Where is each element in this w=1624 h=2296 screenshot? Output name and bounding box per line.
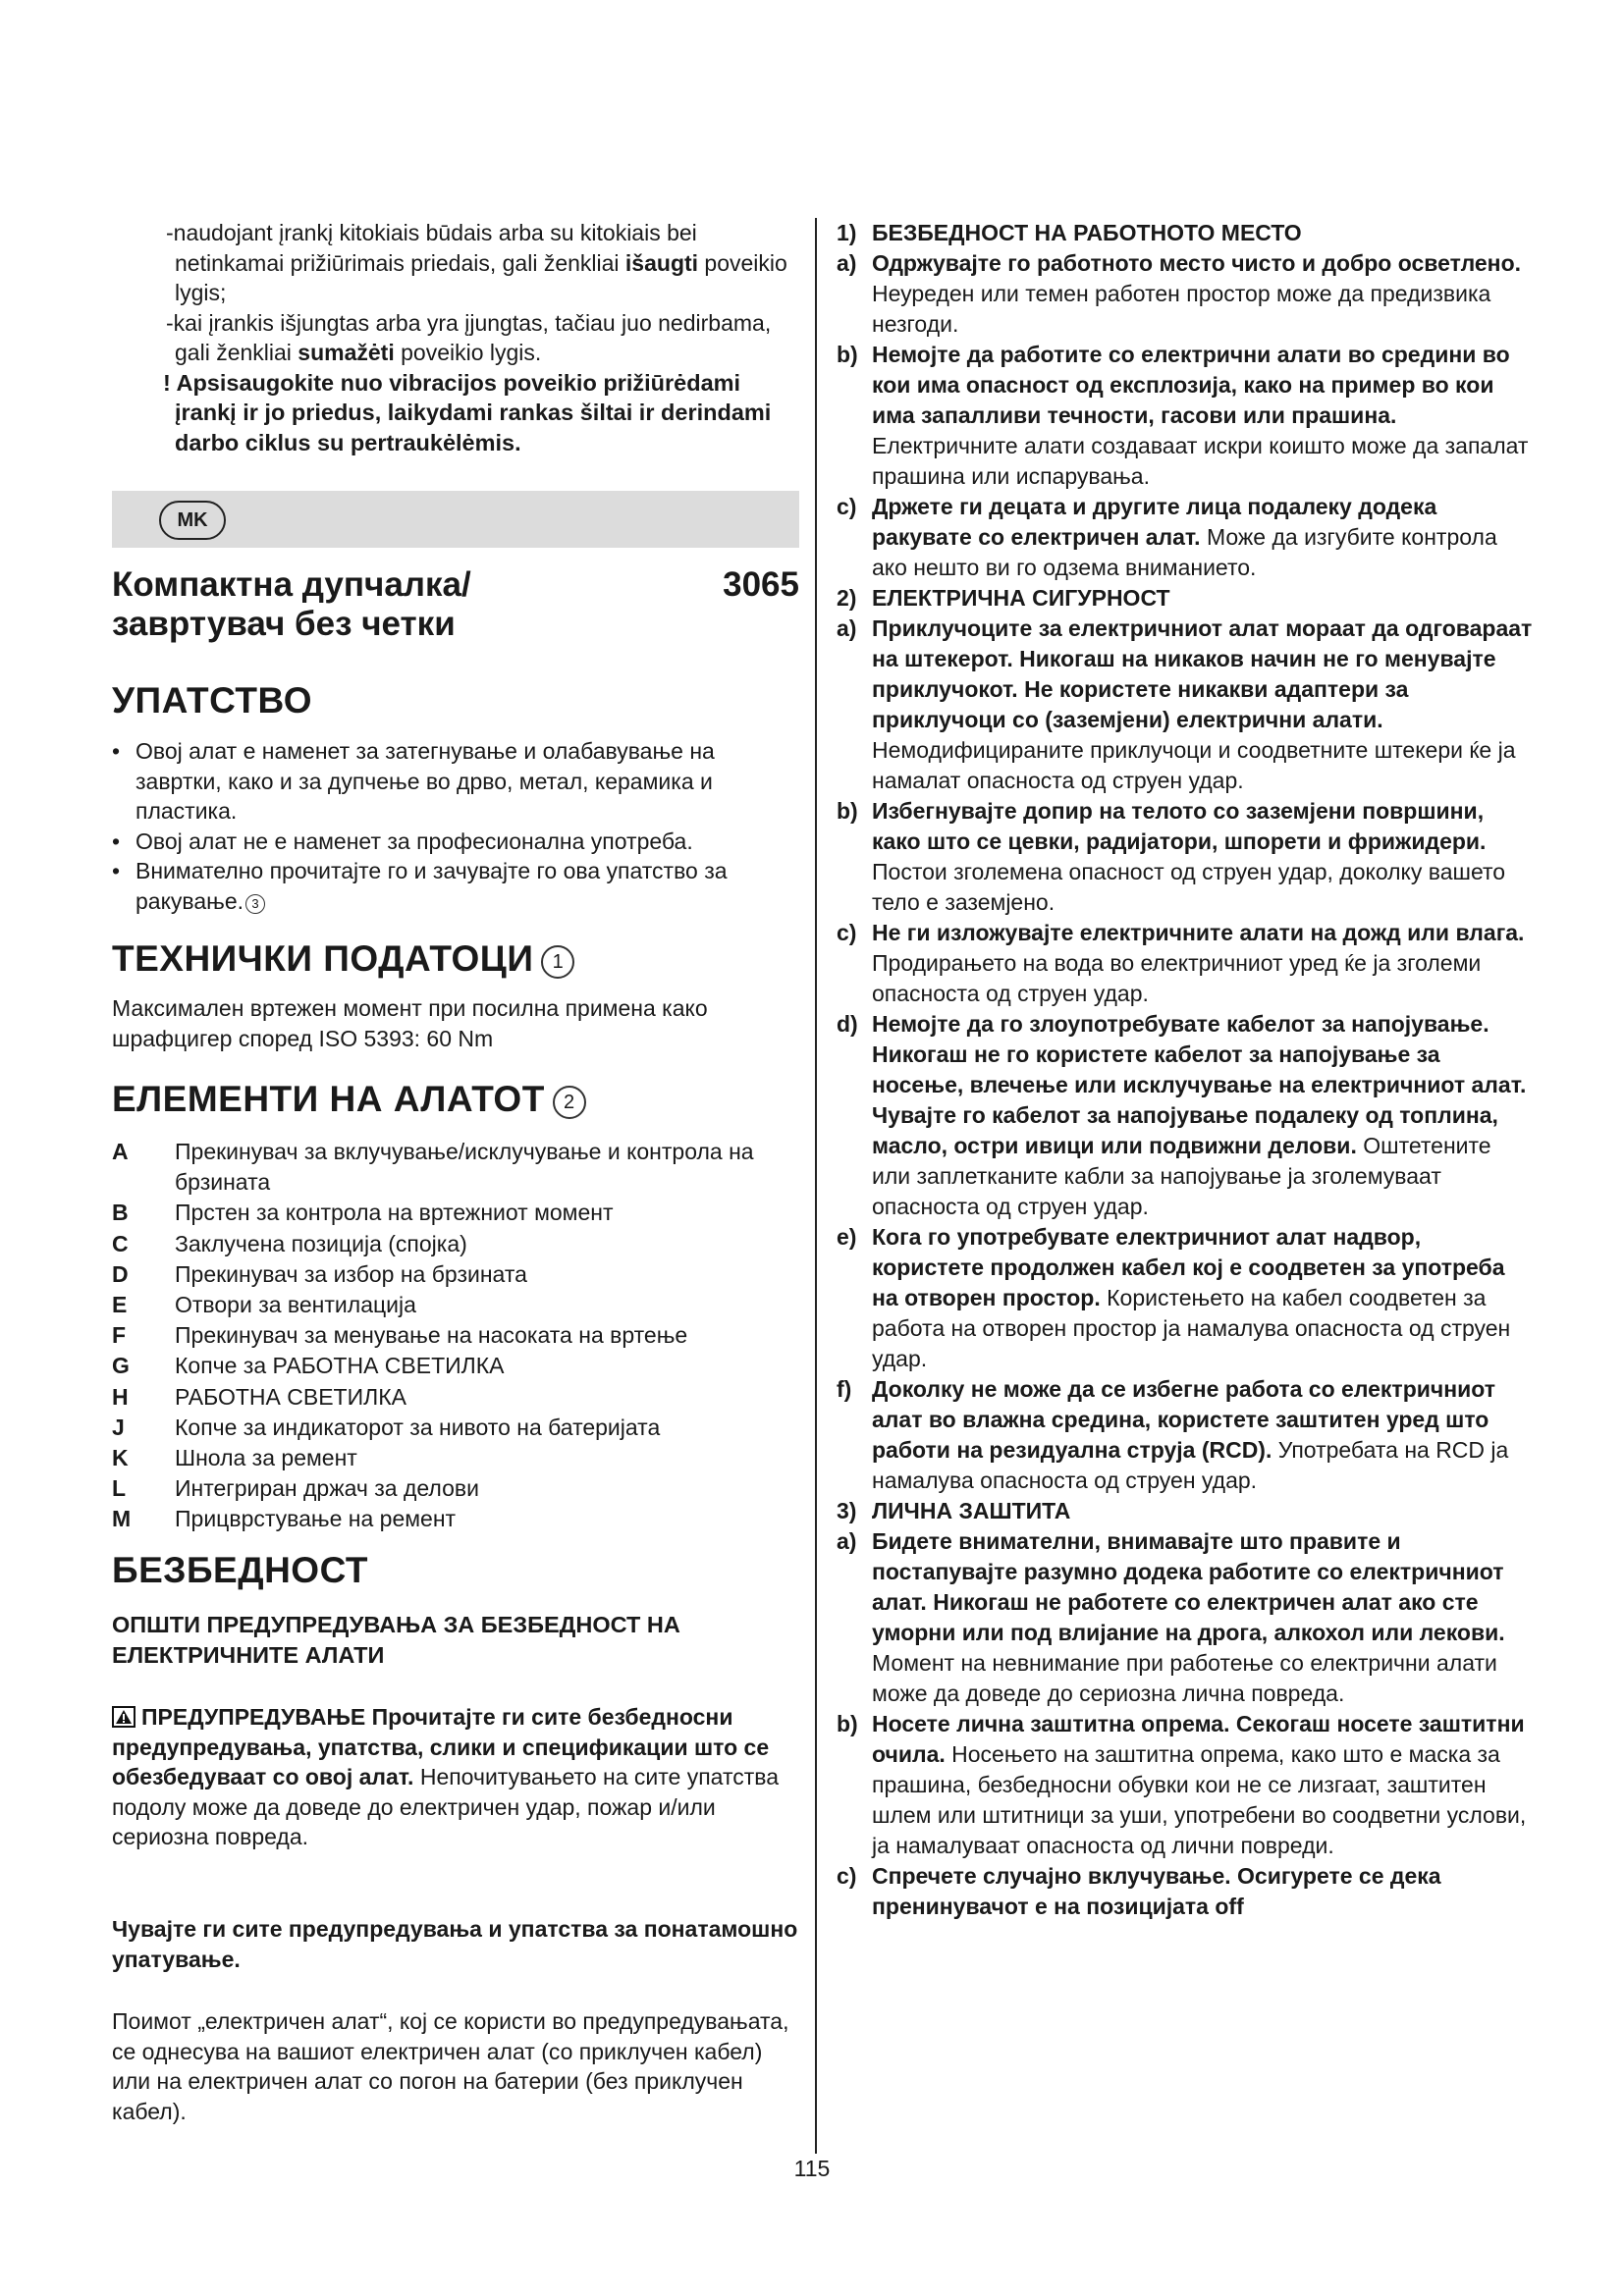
safety-rules-list [837,218,1534,1922]
instructions-bullet-3-text: Внимателно прочитајте го и зачувајте го ова упатство за ракување. [135,858,728,914]
safety-warning-text: Непочитувањето на сите упатства подолу може да доведе до електричен удар, пожар и/или сериозна повреда. [112,1764,780,1849]
rule-3a: a) Бидете внимателни, внимавајте што правите и постапувајте разумно додека работите со електричниот алат. Никогаш не работете со електричен алат ако сте уморни или под влијание на дрога, алкохол или лекови. Момент на невнимание при работење со електрични алати може да доведе до сериозна лична повреда. [837,1528,1505,1706]
safety-warning-bold: ПРЕДУПРЕДУВАЊЕ Прочитајте ги сите безбедносни предупредувања, упатства, слики и спецификации што се обезбедуваат со овој алат. [112,1704,770,1789]
element-item: K Шнола за ремент [112,1445,357,1471]
figure-ref-1: 1 [541,945,574,979]
technical-data-text: Максимален вртежен момент при посилна примена како шрафцигер според ISO 5393: 60 Nm [112,995,708,1051]
instructions-bullet-2: • Овој алат не е наменет за професионална употреба. [112,827,789,857]
rule-2c: c) Не ги изложувајте електричните алати на дожд или влага. Продирањето на вода во електричниот уред ќе ја зголеми опасноста од струен удар. [837,920,1525,1006]
lt-dash-2 [112,308,799,368]
element-item: C Заклучена позиција (спојка) [112,1230,467,1256]
safety-warning [112,1702,799,1852]
rule-1a: a) Одржувајте го работното место чисто и добро осветлено. Неуреден или темен работен простор може да предизвика незгоди. [837,250,1522,337]
figure-ref-2: 2 [553,1086,586,1119]
rule-2f: f) Доколку не може да се избегне работа со електричниот алат во влажна средина, користете заштитен уред што работи на резидуална струја (RCD). Употребата на RCD ја намалува опасноста од струен удар. [837,1376,1509,1493]
element-item: B Прстен за контрола на вртежниот момент [112,1200,614,1226]
safety-heading: БЕЗБЕДНОСТ [112,1550,368,1590]
instructions-bullet-1: • Овој алат е наменет за затегнување и олабавување на завртки, како и за дупчење во дрво, метал, керамика и пластика. [112,736,789,827]
rule-2a: a) Приклучоците за електричниот алат мораат да одговараат на штекерот. Никогаш на никаков начин не го менувајте приклучокот. Не користете никакви адаптери за приклучоци со (заземјени) електрични алати. Немодифицираните приклучоци и соодветните штекери ќе ја намалат опасноста од струен удар. [837,615,1533,793]
lt-dash-1-a: -naudojant įrankį kitokiais būdais arba su kitokiais bei netinkamai prižiūrimais priedais, gali ženkliai [166,220,697,276]
lt-vibration-warning: ! Apsisaugokite nuo vibracijos poveikio prižiūrėdami įrankį ir jo priedus, laikydami rankas šiltai ir derindami darbo ciklus su pertraukėlėmis. [163,369,772,455]
product-model: 3065 [723,565,799,604]
element-item: G Копче за РАБОТНА СВЕТИЛКА [112,1353,505,1379]
instructions-bullet-3 [112,856,789,916]
element-item: J Копче за индикаторот за нивото на батеријата [112,1414,661,1440]
lt-dash-1 [112,218,799,457]
language-badge: MK [159,501,226,540]
element-item: M Прицврстување на ремент [112,1506,457,1532]
tool-elements-list [112,1137,799,1535]
element-item: H РАБОТНА СВЕТИЛКА [112,1383,406,1410]
element-item: L Интегриран држач за делови [112,1475,479,1502]
product-title-line-2: завртувач без четки [112,605,456,643]
rule-1c: c) Држете ги децата и другите лица подалеку додека ракувате со електричен алат. Може да изгубите контрола ако нешто ви го одзема вниманието. [837,494,1497,580]
element-item: D Прекинувач за избор на брзината [112,1260,527,1287]
lt-dash-1-b: išaugti [624,249,699,276]
warning-triangle-icon [112,1706,135,1728]
tool-elements-heading [112,1078,586,1121]
lt-dash-2-b: sumažėti [298,340,395,365]
rule-2d: d) Немојте да го злоупотребувате кабелот за напојување. Никогаш не го користете кабелот за напојување за носење, влечење или исклучување на електричниот алат. Чувајте го кабелот за напојување подалеку од топлина, масло, остри ивици или подвижни делови. Оштетените или заплетканите кабли за напојување ја зголемуваат опасноста од струен удар. [837,1011,1527,1219]
rule-2e: e) Кога го употребувате електричниот алат надвор, користете продолжен кабел кој е соодветен за употреба на отворен простор. Користењето на кабел соодветен за работа на отворен простор ја намалува опасноста од струен удар. [837,1224,1511,1371]
element-item: E Отвори за вентилација [112,1292,416,1318]
column-divider [815,218,817,2154]
section-1-heading: 1) БЕЗБЕДНОСТ НА РАБОТНОТО МЕСТО [837,220,1302,245]
instructions-heading: УПАТСТВО [112,680,313,721]
technical-data-heading-text: ТЕХНИЧКИ ПОДАТОЦИ [112,938,534,979]
product-title-line-1: Компактна дупчалка/ [112,565,471,604]
lt-dash-2-a: -kai įrankis išjungtas arba yra įjungtas, tačiau juo nedirbama, gali ženkliai [166,309,772,365]
element-item: A Прекинувач за вклучување/исклучување и контрола на брзината [112,1139,754,1196]
product-title [112,565,799,644]
technical-data-heading [112,937,574,981]
rule-3b: b) Носете лична заштитна опрема. Секогаш носете заштитни очила. Носењето на заштитна опрема, како што е маска за прашина, безбедносни обувки кои не се лизгаат, заштитен шлем или штитници за уши, употребени во соодветни услови, ја намалуваат опасноста од лични повреди. [837,1711,1527,1858]
rule-1b: b) Немојте да работите со електрични алати во средини во кои има опасност од експлозија, како на пример во кои има запалливи течности, гасови или прашина. Електричните алати создаваат искри коишто може да запалат прашина или испарувања. [837,342,1529,489]
page-number: 115 [793,2156,831,2181]
element-item: F Прекинувач за менување на насоката на вртење [112,1322,688,1349]
keep-instructions: Чувајте ги сите предупредувања и упатства за понатамошно упатување. [112,1916,798,1972]
language-band [112,491,799,548]
figure-ref-3: 3 [245,894,265,914]
section-2-heading: 2) ЕЛЕКТРИЧНА СИГУРНОСТ [837,585,1170,611]
instructions-list [112,736,789,916]
section-3-heading: 3) ЛИЧНА ЗАШТИТА [837,1498,1071,1523]
rule-2b: b) Избегнувајте допир на телото со заземјени површини, како што се цевки, радијатори, шпорети и фрижидери. Постои зголемена опасност од струен удар, доколку вашето тело е заземјено. [837,798,1506,915]
safety-subheading: ОПШТИ ПРЕДУПРЕДУВАЊА ЗА БЕЗБЕДНОСТ НА ЕЛЕКТРИЧНИТЕ АЛАТИ [112,1612,680,1668]
lt-dash-2-c: poveikio lygis. [394,340,542,365]
power-tool-term: Поимот „електричен алат“, кој се користи во предупредувањата, се однесува на вашиот електричен алат (со приклучен кабел) или на електричен алат со погон на батерии (без приклучен кабел). [112,2008,789,2124]
lt-dash-1-c: poveikio lygis; [175,249,787,305]
rule-3c: c) Спречете случајно вклучување. Осигурете се дека пренинувачот е на позицијата off [837,1863,1441,1919]
tool-elements-heading-text: ЕЛЕМЕНТИ НА АЛАТОТ [112,1079,545,1119]
